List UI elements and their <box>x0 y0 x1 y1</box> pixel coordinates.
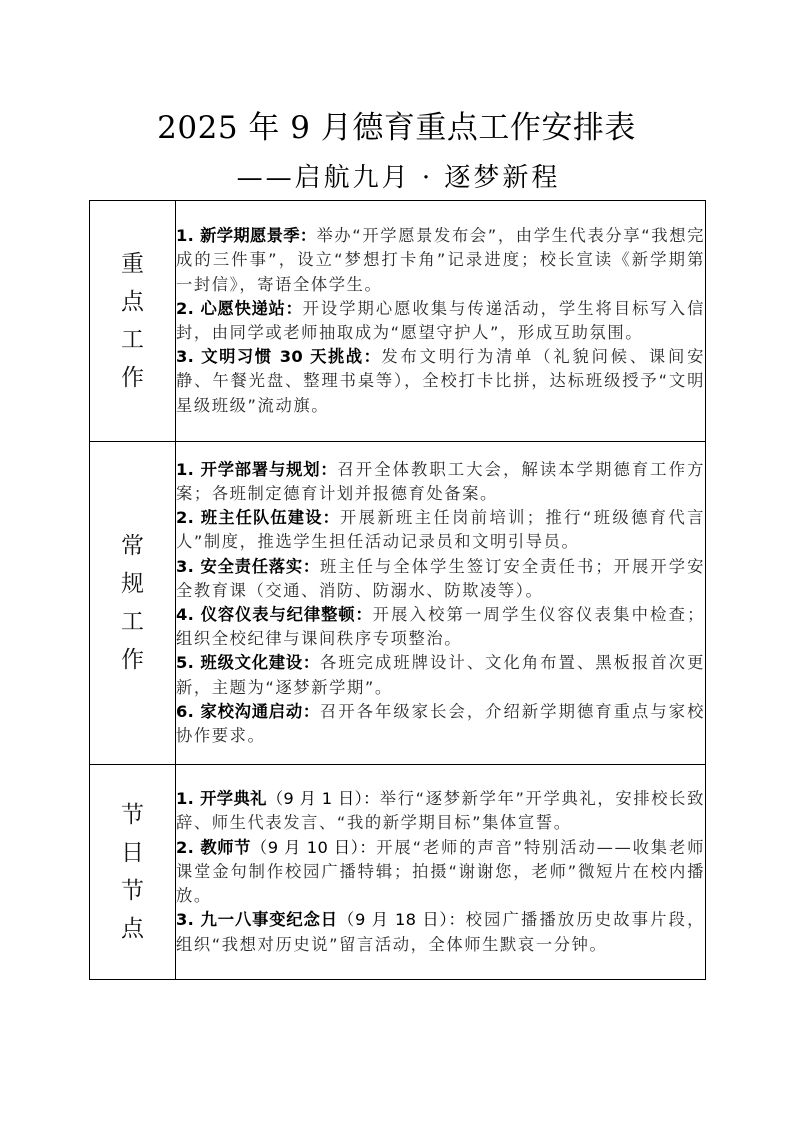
work-plan-table <box>89 200 706 980</box>
category-cell <box>90 201 176 442</box>
list-item <box>176 224 705 297</box>
item-heading: 2. 心愿快递站： <box>176 298 303 318</box>
item-heading: 3. 文明习惯 30 天挑战： <box>176 347 382 367</box>
content-cell <box>176 765 706 980</box>
item-date: （9 月 18 日）： <box>337 910 466 930</box>
item-heading: 2. 教师节 <box>176 837 251 857</box>
item-body: 举办“开学愿景发布会”，由学生代表分享“我想完成的三件事”，设立“梦想打卡角”记录进度；校长宣读《新学期第一封信》，寄语全体学生。 <box>176 226 705 294</box>
list-item <box>176 297 705 345</box>
table-row-key-work <box>90 201 706 442</box>
item-body: 开展入校第一周学生仪容仪表集中检查；组织全校纪律与课间秩序专项整治。 <box>176 605 705 649</box>
item-date: （9 月 10 日）： <box>250 837 377 857</box>
list-item <box>176 700 705 748</box>
list-item <box>176 603 705 651</box>
list-item <box>176 908 705 956</box>
item-body: 班主任与全体学生签订安全责任书；开展开学安全教育课（交通、消防、防溺水、防欺凌等）。 <box>176 556 705 600</box>
item-body: 校园广播播放历史故事片段，组织“我想对历史说”留言活动，全体师生默哀一分钟。 <box>176 910 705 954</box>
category-label: 重点工作 <box>121 251 144 391</box>
list-item <box>176 787 705 835</box>
item-heading: 1. 新学期愿景季： <box>176 226 317 246</box>
item-heading: 6. 家校沟通启动： <box>176 701 320 721</box>
category-cell <box>90 765 176 980</box>
item-heading: 1. 开学部署与规划： <box>176 459 338 479</box>
item-heading: 3. 安全责任落实： <box>176 556 320 576</box>
table-row-routine-work <box>90 442 706 765</box>
item-date: （9 月 1 日）： <box>266 789 380 809</box>
list-item <box>176 836 705 909</box>
content-cell <box>176 201 706 442</box>
item-body: 召开各年级家长会，介绍新学期德育重点与家校协作要求。 <box>176 701 705 746</box>
list-item <box>176 506 705 554</box>
list-item <box>176 345 705 418</box>
item-heading: 2. 班主任队伍建设： <box>176 508 340 528</box>
list-item <box>176 555 705 603</box>
list-item <box>176 651 705 699</box>
list-item <box>176 458 705 506</box>
item-heading: 5. 班级文化建设： <box>176 653 320 673</box>
item-heading: 1. 开学典礼 <box>176 789 267 809</box>
category-label: 节日节点 <box>121 802 144 942</box>
item-heading: 4. 仪容仪表与纪律整顿： <box>176 605 373 624</box>
content-cell <box>176 442 706 765</box>
item-body: 开展新班主任岗前培训；推行“班级德育代言人”制度，推选学生担任活动记录员和文明引导员。 <box>176 508 706 552</box>
item-heading: 3. 九一八事变纪念日 <box>176 910 338 930</box>
item-body: 举行“逐梦新学年”开学典礼，安排校长致辞、师生代表发言、“我的新学期目标”集体宣誓。 <box>176 789 705 833</box>
item-body: 开展“老师的声音”特别活动——收集老师课堂金句制作校园广播特辑；拍摄“谢谢您，老师”微短片在校内播放。 <box>176 837 705 906</box>
table-row-holidays <box>90 765 706 980</box>
item-body: 各班完成班牌设计、文化角布置、黑板报首次更新，主题为“逐梦新学期”。 <box>176 653 705 697</box>
document-subtitle: ——启航九月 · 逐梦新程 <box>236 163 561 193</box>
item-body: 发布文明行为清单（礼貌问候、课间安静、午餐光盘、整理书桌等），全校打卡比拼，达标班级授予“文明星级班级”流动旗。 <box>176 347 705 415</box>
document-title: 2025 年 9 月德育重点工作安排表 <box>157 110 636 146</box>
category-cell <box>90 442 176 765</box>
category-label: 常规工作 <box>121 533 144 673</box>
item-body: 开设学期心愿收集与传递活动，学生将目标写入信封，由同学或老师抽取成为“愿望守护人”，形成互助氛围。 <box>176 298 705 342</box>
item-body: 召开全体教职工大会，解读本学期德育工作方案；各班制定德育计划并报德育处备案。 <box>176 459 705 503</box>
